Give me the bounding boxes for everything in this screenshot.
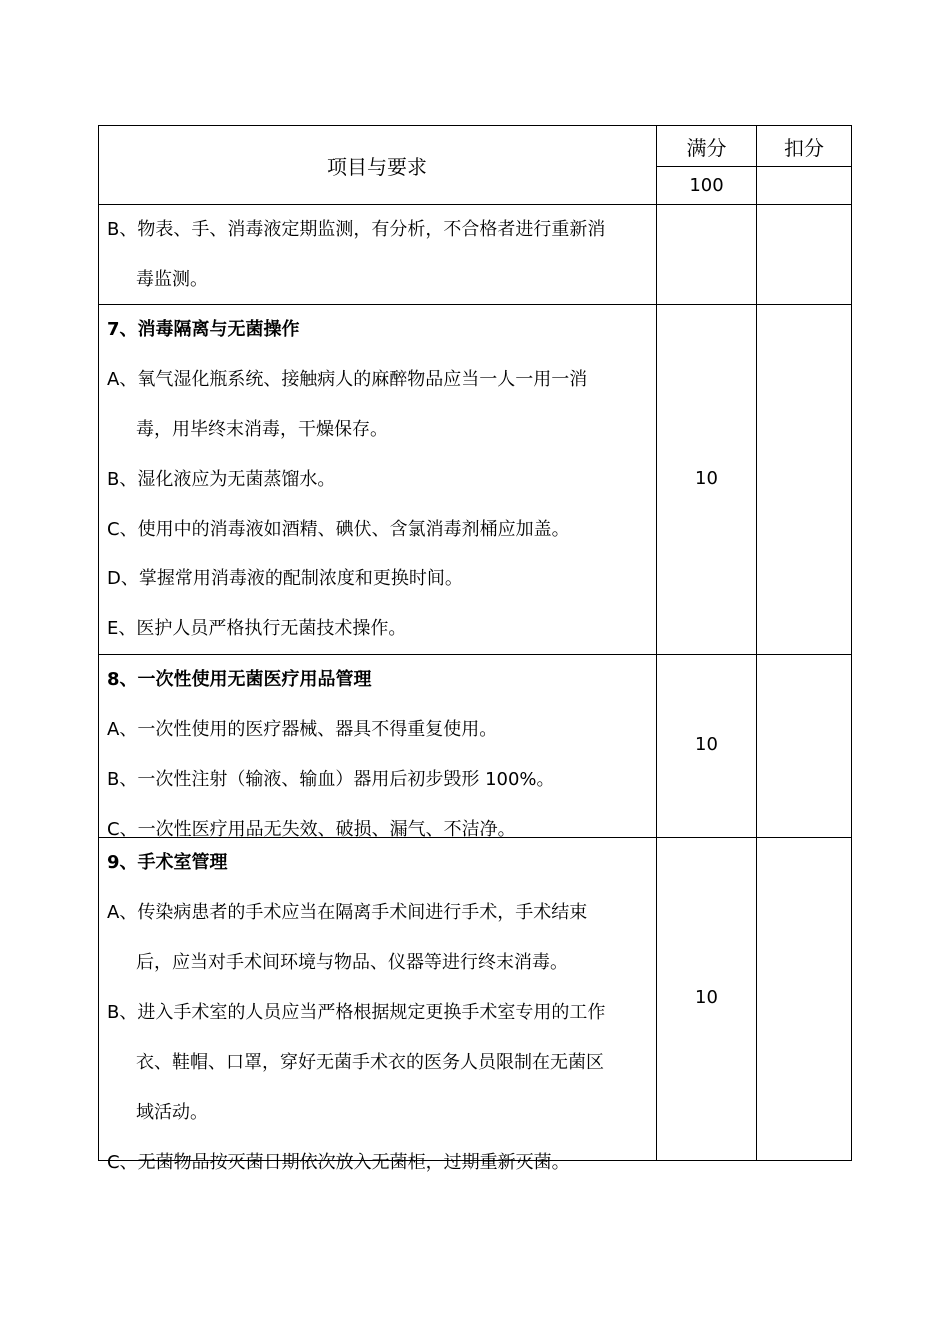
- requirement-text: C、使用中的消毒液如酒精、碘伏、含氯消毒剂桶应加盖。: [107, 519, 570, 540]
- section-title: 8、一次性使用无菌医疗用品管理: [107, 669, 372, 690]
- column-divider: [756, 125, 757, 1161]
- requirement-text: 毒监测。: [136, 269, 208, 290]
- assessment-table: [98, 125, 852, 1173]
- requirement-text: 后，应当对手术间环境与物品、仪器等进行终末消毒。: [136, 952, 568, 973]
- requirement-text: A、传染病患者的手术应当在隔离手术间进行手术，手术结束: [107, 902, 588, 923]
- table-border-right: [851, 125, 852, 1161]
- requirement-text: 毒，用毕终末消毒，干燥保存。: [136, 419, 388, 440]
- table-row: [98, 838, 656, 1173]
- table-row: [98, 205, 656, 304]
- requirement-text: B、湿化液应为无菌蒸馏水。: [107, 469, 336, 490]
- header-full-score-value: 100: [689, 175, 724, 196]
- requirement-text: B、物表、手、消毒液定期监测，有分析，不合格者进行重新消: [107, 219, 606, 240]
- section-title: 7、消毒隔离与无菌操作: [107, 319, 300, 340]
- requirement-text: 域活动。: [136, 1102, 208, 1123]
- table-row: [98, 655, 656, 840]
- requirement-text: D、掌握常用消毒液的配制浓度和更换时间。: [107, 568, 463, 589]
- requirement-text: A、一次性使用的医疗器械、器具不得重复使用。: [107, 719, 498, 740]
- header-deduction: 扣分: [784, 135, 824, 160]
- full-score-cell: 10: [695, 987, 718, 1008]
- requirement-text: B、一次性注射（输液、输血）器用后初步毁形 100%。: [107, 769, 555, 790]
- section-title: 9、手术室管理: [107, 852, 228, 873]
- header-items-requirements: 项目与要求: [327, 154, 427, 179]
- requirement-text: A、氧气湿化瓶系统、接触病人的麻醉物品应当一人一用一消: [107, 369, 588, 390]
- header-full-score: 满分: [686, 135, 727, 160]
- full-score-cell: 10: [695, 468, 718, 489]
- requirement-text: C、一次性医疗用品无失效、破损、漏气、不洁净。: [107, 819, 516, 840]
- requirement-text: E、医护人员严格执行无菌技术操作。: [107, 618, 407, 639]
- full-score-cell: 10: [695, 734, 718, 755]
- table-row: [98, 305, 656, 654]
- requirement-text: 衣、鞋帽、口罩，穿好无菌手术衣的医务人员限制在无菌区: [136, 1052, 604, 1073]
- requirement-text: B、进入手术室的人员应当严格根据规定更换手术室专用的工作: [107, 1002, 606, 1023]
- requirement-text: C、无菌物品按灭菌日期依次放入无菌柜，过期重新灭菌。: [107, 1152, 570, 1173]
